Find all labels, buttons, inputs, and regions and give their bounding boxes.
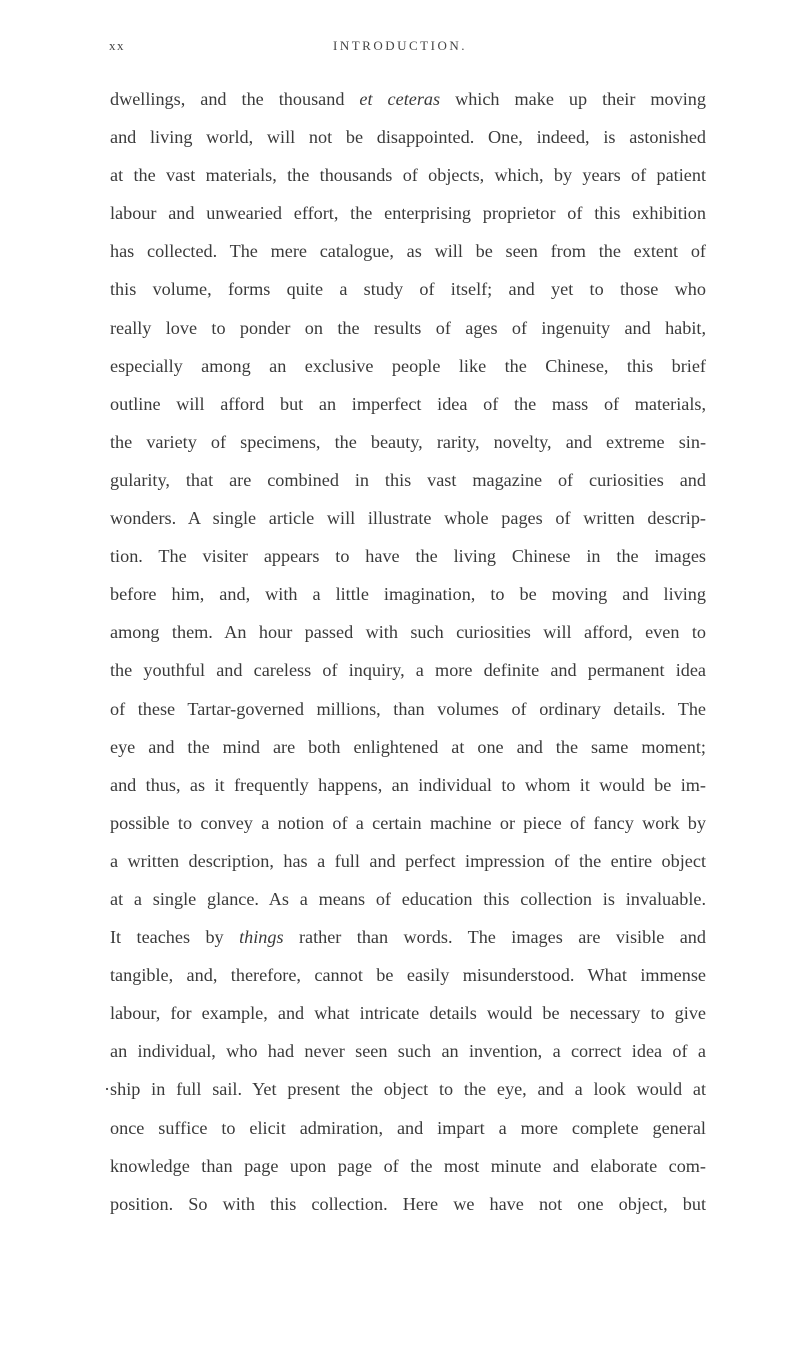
text-line: outline will afford but an imperfect idea of the mass of materials, [110, 393, 706, 414]
text-line: tangible, and, therefore, cannot be easily misunderstood. What immense [110, 965, 706, 986]
text-line: knowledge than page upon page of the most minute and elaborate com- [110, 1155, 706, 1176]
body-text [104, 85, 706, 1228]
text-line: ·ship in full sail. Yet present the object to the eye, and a look would at [104, 1079, 706, 1100]
page-number: xx [109, 38, 125, 53]
text-line: at the vast materials, the thousands of objects, which, by years of patient [110, 165, 706, 186]
text-line: possible to convey a notion of a certain machine or piece of fancy work by [110, 812, 706, 833]
text-line: of these Tartar-governed millions, than volumes of ordinary details. The [110, 698, 706, 719]
text-line: a written description, has a full and perfect impression of the entire object [110, 850, 706, 871]
text-line: an individual, who had never seen such an invention, a correct idea of a [110, 1041, 706, 1062]
text-line: really love to ponder on the results of ages of ingenuity and habit, [110, 317, 706, 338]
text-line: eye and the mind are both enlightened at one and the same moment; [110, 736, 706, 757]
text-line: the youthful and careless of inquiry, a more definite and permanent idea [110, 660, 706, 681]
italic-phrase: things [239, 927, 284, 948]
text-line: before him, and, with a little imagination, to be moving and living [110, 584, 706, 605]
text-line: It teaches by things rather than words. The images are visible and [110, 927, 706, 948]
text-line: and thus, as it frequently happens, an individual to whom it would be im- [110, 774, 706, 795]
text-line: among them. An hour passed with such curiosities will afford, even to [110, 622, 706, 643]
italic-phrase: et ceteras [359, 89, 441, 109]
text-line: especially among an exclusive people like the Chinese, this brief [110, 355, 706, 376]
text-line: the variety of specimens, the beauty, rarity, novelty, and extreme sin- [110, 431, 706, 452]
text-line: at a single glance. As a means of education this collection is invaluable. [110, 888, 706, 909]
text-line: dwellings, and the thousand et ceteras which make up their moving [110, 89, 706, 109]
running-head: INTRODUCTION. [333, 38, 467, 53]
text-line: tion. The visiter appears to have the living Chinese in the images [110, 546, 706, 567]
text-line: labour, for example, and what intricate details would be necessary to give [110, 1003, 706, 1024]
text-line: position. So with this collection. Here we have not one object, but [110, 1193, 706, 1214]
text-line: labour and unwearied effort, the enterprising proprietor of this exhibition [110, 203, 706, 224]
text-line: and living world, will not be disappointed. One, indeed, is astonished [110, 127, 706, 148]
text-line: gularity, that are combined in this vast magazine of curiosities and [110, 469, 706, 490]
text-line: once suffice to elicit admiration, and impart a more complete general [110, 1117, 706, 1138]
text-line: wonders. A single article will illustrate whole pages of written descrip- [110, 508, 706, 529]
text-line: this volume, forms quite a study of itself; and yet to those who [110, 279, 706, 300]
page-header [0, 38, 800, 58]
text-line: has collected. The mere catalogue, as will be seen from the extent of [110, 241, 706, 262]
